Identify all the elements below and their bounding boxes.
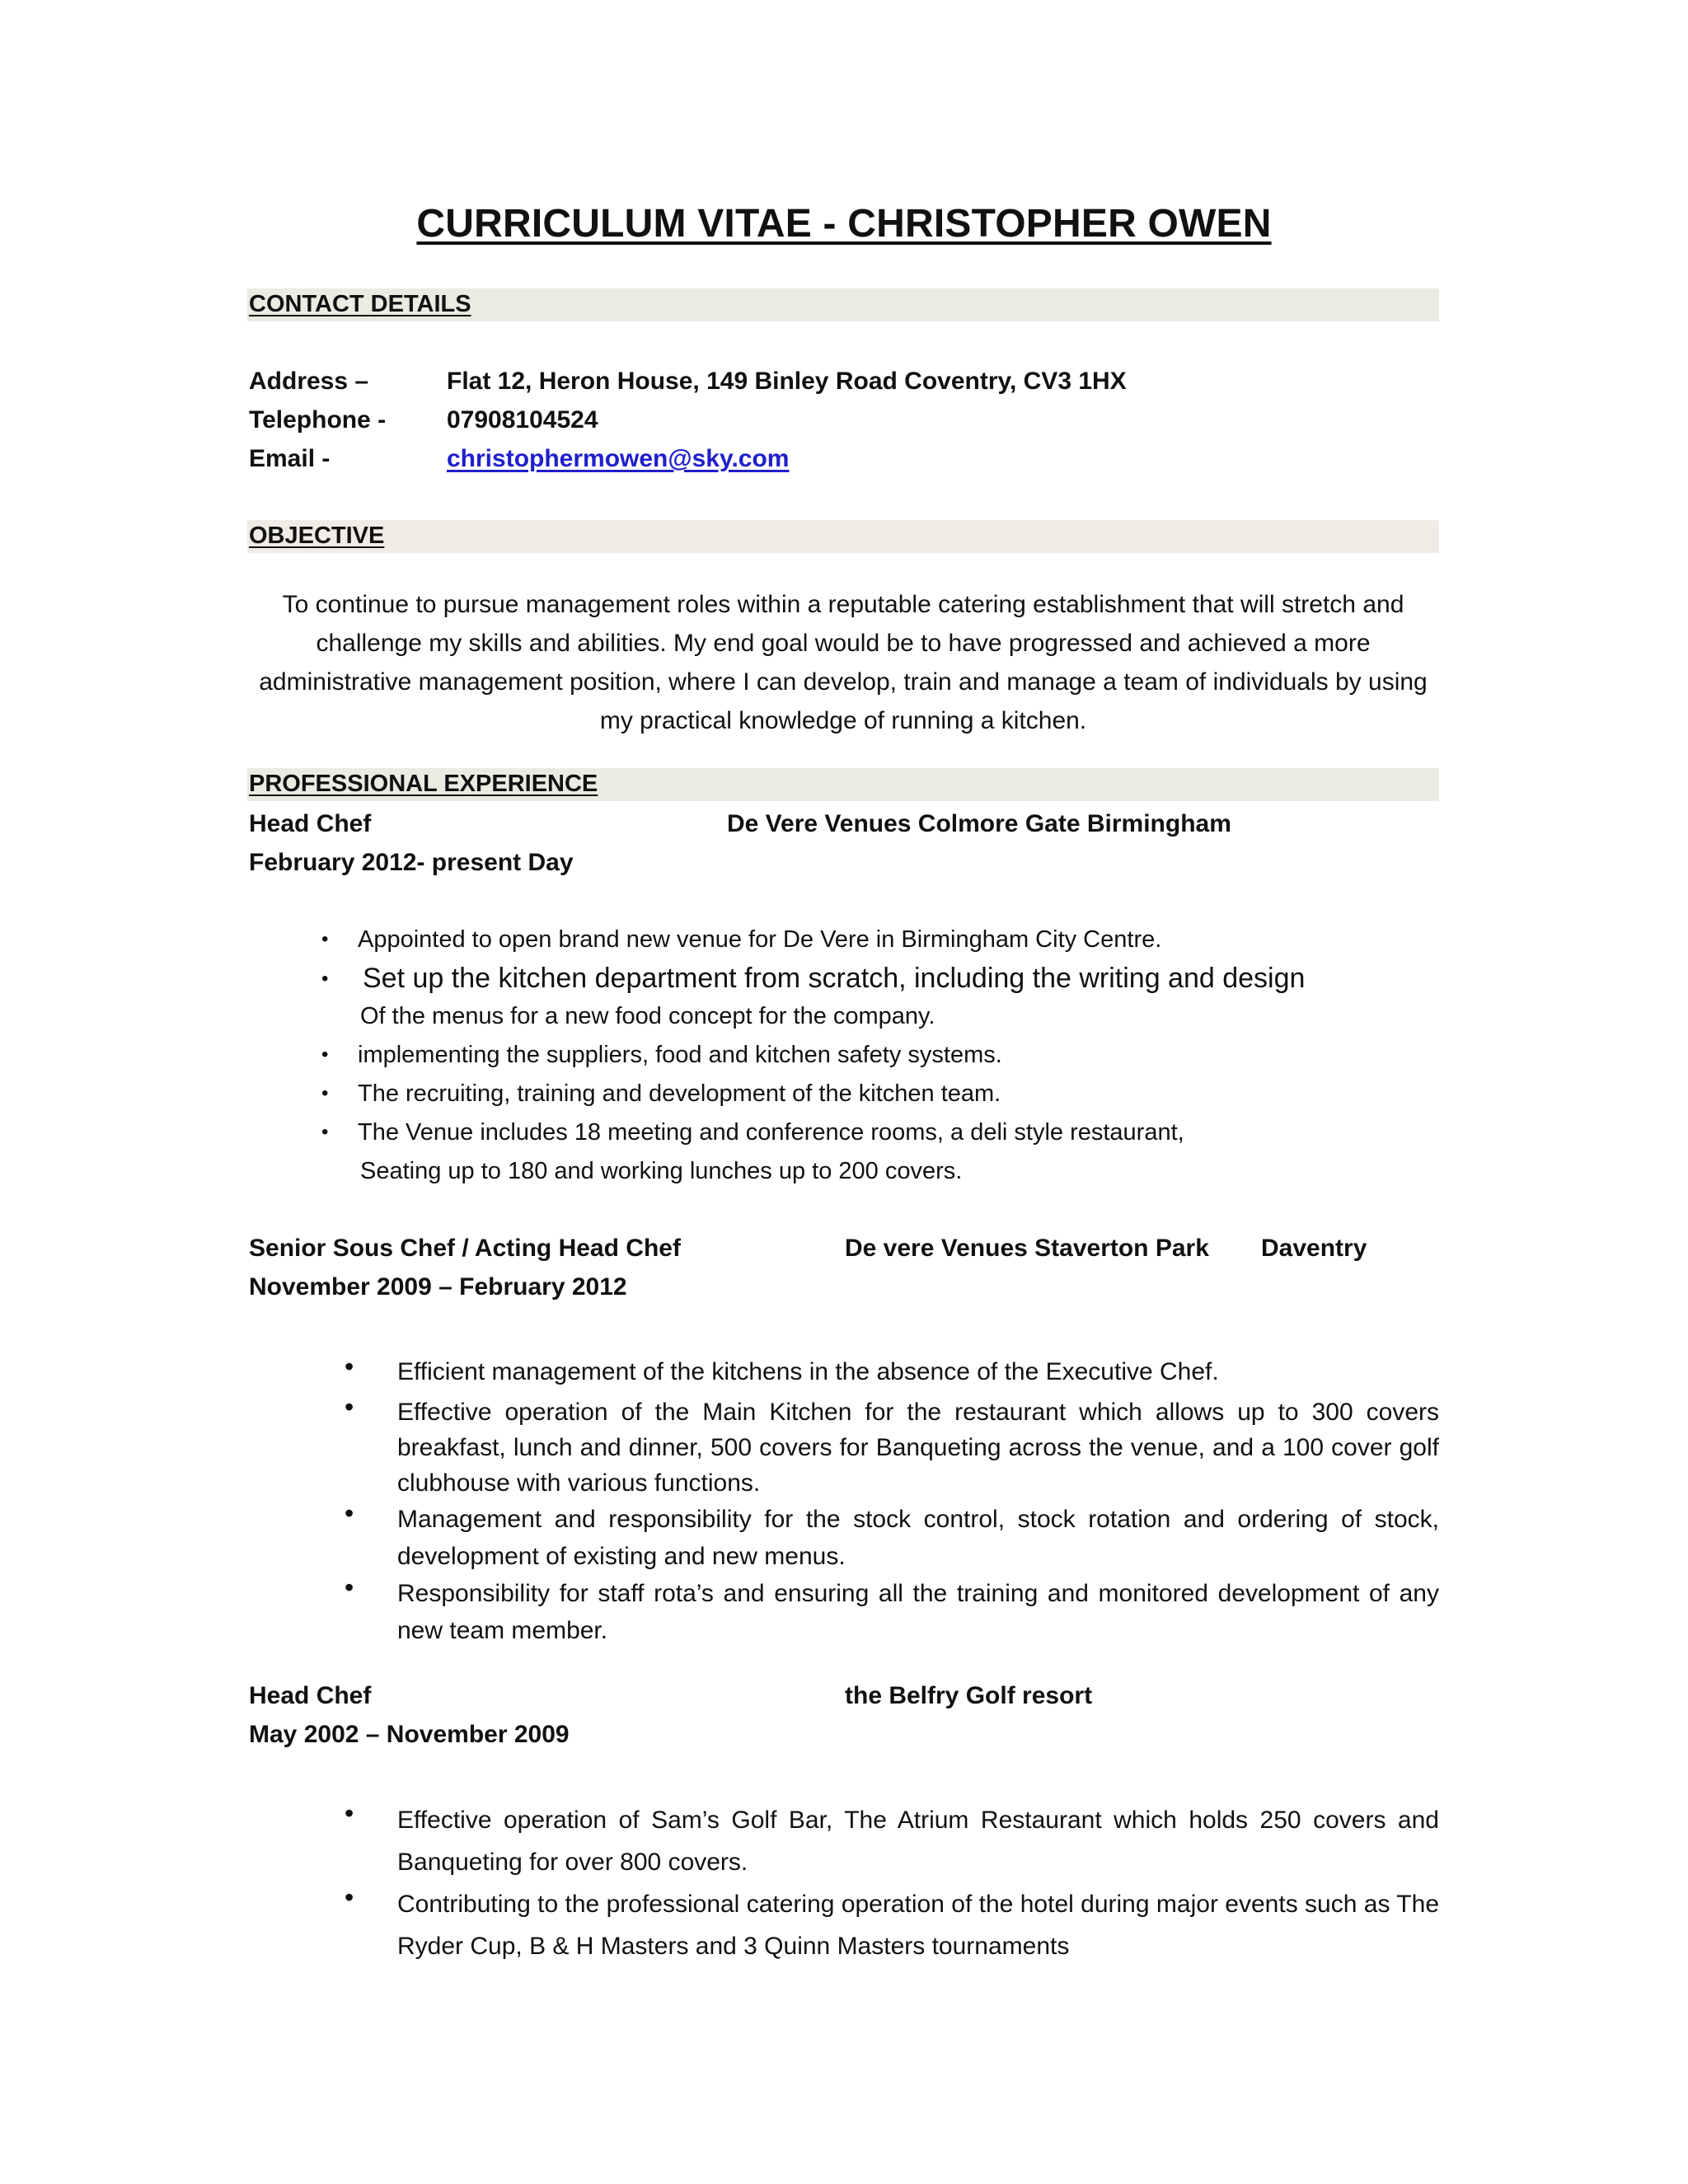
- list-item: Contributing to the professional catering operation of the hotel during major events such as The Ryder Cup, B & H Masters and 3 Quinn Masters tournaments: [397, 1891, 1439, 1960]
- telephone-value: 07908104524: [447, 406, 598, 434]
- objective-section-bar: [247, 520, 1439, 553]
- job-dates: February 2012- present Day: [249, 849, 574, 876]
- list-item: Appointed to open brand new venue for De Vere in Birmingham City Centre.: [358, 926, 1162, 953]
- telephone-label: Telephone -: [249, 406, 387, 434]
- list-item: The recruiting, training and development of the kitchen team.: [358, 1080, 1001, 1107]
- list-item-continuation: Of the menus for a new food concept for the company.: [360, 1003, 935, 1029]
- job-employer: the Belfry Golf resort: [845, 1682, 1093, 1709]
- experience-heading: PROFESSIONAL EXPERIENCE: [249, 771, 598, 797]
- list-item: The Venue includes 18 meeting and conference rooms, a deli style restaurant,: [358, 1119, 1184, 1146]
- objective-heading: OBJECTIVE: [249, 523, 385, 549]
- bullet-glyph: •: [321, 1121, 329, 1143]
- list-item: Management and responsibility for the stock control, stock rotation and ordering of stock, development of existing and new menus.: [397, 1506, 1439, 1570]
- job-location: Daventry: [1261, 1235, 1367, 1262]
- page-title: CURRICULUM VITAE - CHRISTOPHER OWEN: [416, 202, 1272, 246]
- bullet-glyph: •: [345, 1798, 354, 1828]
- list-item: Effective operation of Sam’s Golf Bar, The Atrium Restaurant which holds 250 covers and Banqueting for over 800 covers.: [397, 1807, 1439, 1876]
- list-item-continuation: Seating up to 180 and working lunches up to 200 covers.: [360, 1158, 963, 1184]
- job-employer: De vere Venues Staverton Park: [845, 1235, 1209, 1262]
- email-label: Email -: [249, 445, 331, 472]
- job-employer: De Vere Venues Colmore Gate Birmingham: [727, 810, 1231, 837]
- list-item: implementing the suppliers, food and kitchen safety systems.: [358, 1042, 1002, 1068]
- address-value: Flat 12, Heron House, 149 Binley Road Coventry, CV3 1HX: [447, 368, 1127, 395]
- contact-heading: CONTACT DETAILS: [249, 291, 471, 317]
- bullet-glyph: •: [321, 1082, 329, 1104]
- bullet-glyph: •: [345, 1572, 354, 1602]
- list-item: Responsibility for staff rota’s and ensuring all the training and monitored development of any new team member.: [397, 1580, 1439, 1644]
- job-role: Head Chef: [249, 810, 372, 837]
- bullet-glyph: •: [345, 1498, 354, 1528]
- bullet-glyph: •: [321, 928, 329, 950]
- email-link[interactable]: christophermowen@sky.com: [447, 445, 790, 472]
- bullet-glyph: •: [321, 1043, 329, 1066]
- job-dates: May 2002 – November 2009: [249, 1721, 570, 1748]
- objective-text: To continue to pursue management roles within a reputable catering establishment that will stretch and challenge my skills and abilities. My end goal would be to have progressed and achieved a more administrative management position, where I can develop, train and manage a team of individuals by using my practical knowledge of running a kitchen.: [259, 591, 1428, 734]
- list-item: Set up the kitchen department from scratch, including the writing and design: [363, 963, 1306, 994]
- bullet-glyph: •: [345, 1352, 354, 1381]
- bullet-glyph: •: [321, 968, 329, 990]
- list-item: Effective operation of the Main Kitchen for the restaurant which allows up to 300 covers breakfast, lunch and dinner, 500 covers for Banqueting across the venue, and a 100 cover golf clubhouse with various functions.: [397, 1399, 1439, 1497]
- bullet-glyph: •: [345, 1392, 354, 1422]
- list-item: Efficient management of the kitchens in the absence of the Executive Chef.: [397, 1358, 1219, 1385]
- bullet-glyph: •: [345, 1882, 354, 1912]
- job-dates: November 2009 – February 2012: [249, 1273, 627, 1301]
- address-label: Address –: [249, 368, 369, 395]
- job-role: Head Chef: [249, 1682, 372, 1709]
- job-role: Senior Sous Chef / Acting Head Chef: [249, 1235, 681, 1262]
